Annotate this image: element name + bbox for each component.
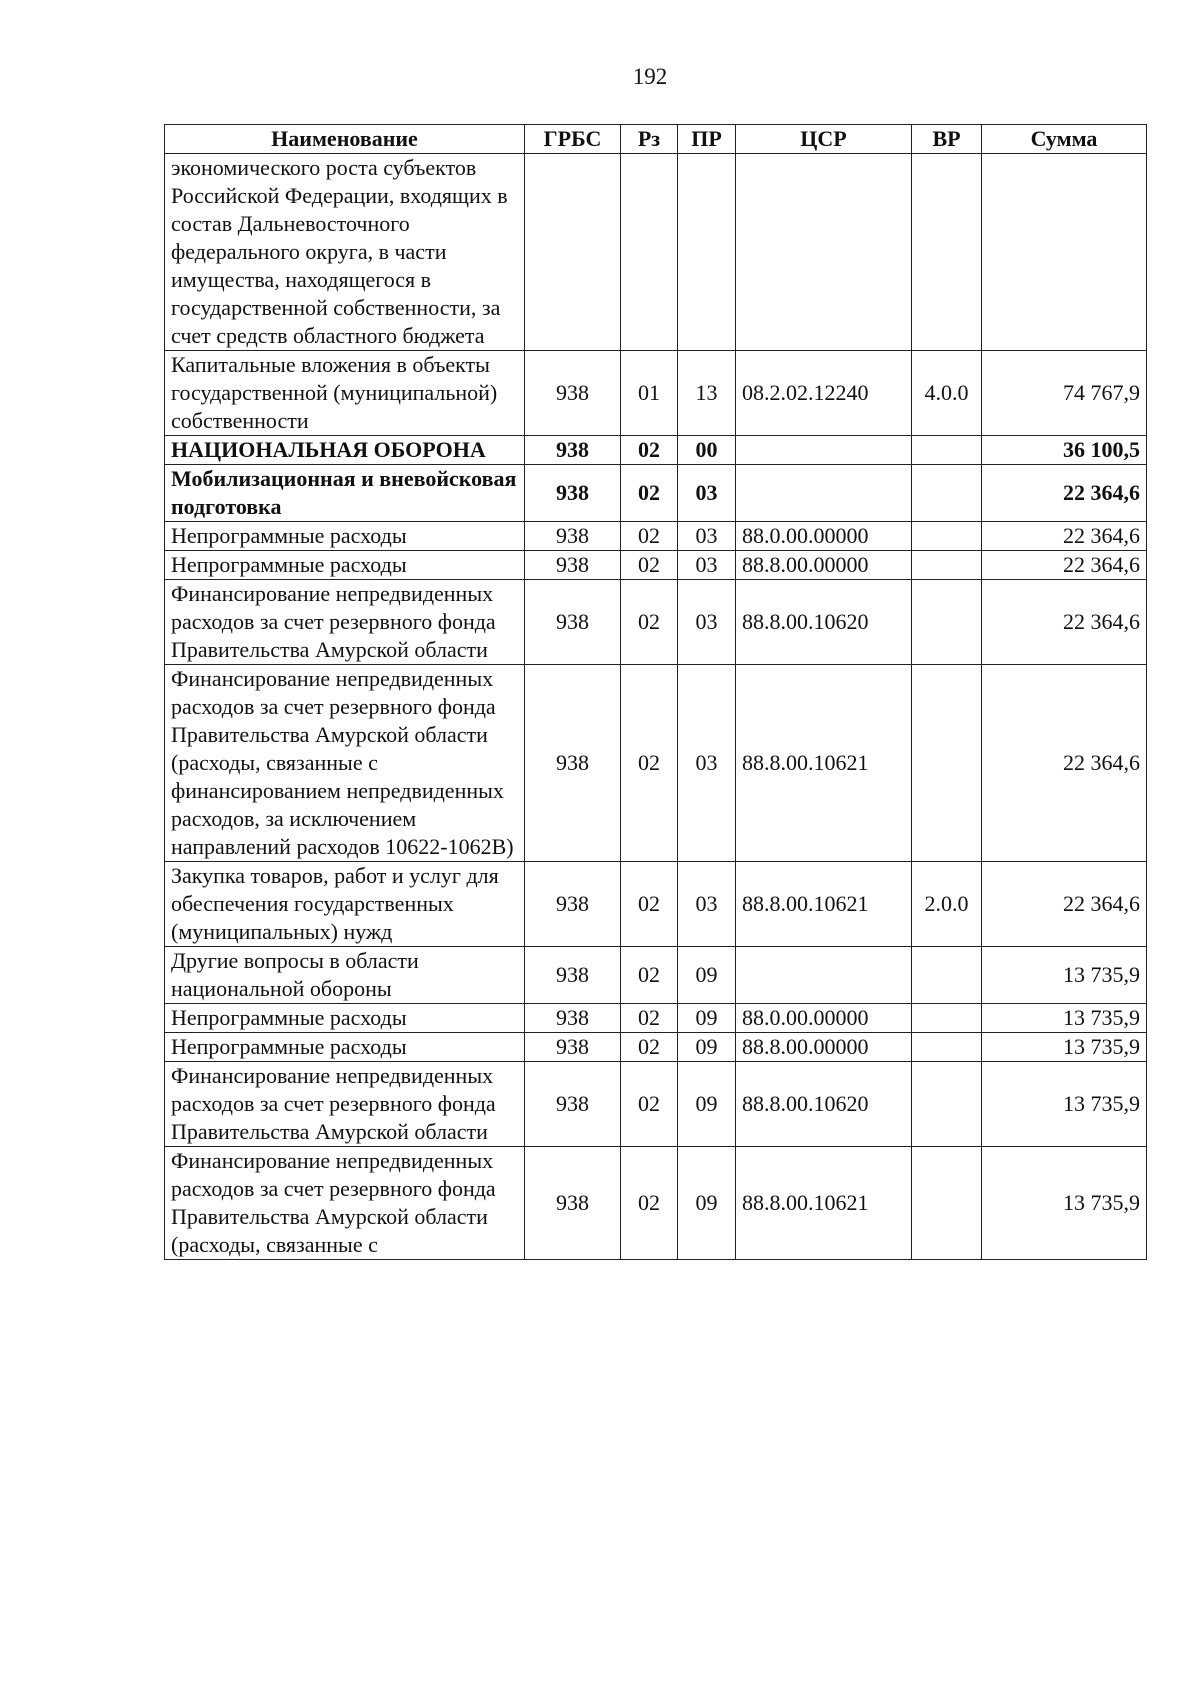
cell-sum: 22 364,6 <box>982 465 1147 522</box>
cell-name: Непрограммные расходы <box>165 1004 525 1033</box>
header-pr: ПР <box>678 125 736 154</box>
cell-pr: 03 <box>678 665 736 862</box>
cell-grbs: 938 <box>525 351 621 436</box>
cell-grbs: 938 <box>525 522 621 551</box>
cell-csr: 88.8.00.10620 <box>736 1062 912 1147</box>
cell-rz: 02 <box>621 1147 678 1260</box>
header-vr: ВР <box>912 125 982 154</box>
cell-pr: 03 <box>678 862 736 947</box>
cell-name: Финансирование непредвиденных расходов за счет резервного фонда Правительства Амурской области <box>165 580 525 665</box>
cell-pr: 09 <box>678 1147 736 1260</box>
cell-pr: 00 <box>678 436 736 465</box>
cell-rz: 02 <box>621 551 678 580</box>
cell-sum: 13 735,9 <box>982 1004 1147 1033</box>
cell-vr <box>912 947 982 1004</box>
table-row <box>165 1062 1147 1147</box>
cell-pr: 09 <box>678 947 736 1004</box>
cell-vr: 2.0.0 <box>912 862 982 947</box>
cell-name: Финансирование непредвиденных расходов за счет резервного фонда Правительства Амурской области (расходы, связанные с финансированием непредвиденных расходов, за исключением направлений расходов 10622-1062В) <box>165 665 525 862</box>
page-number: 192 <box>632 64 668 89</box>
cell-csr: 88.8.00.00000 <box>736 551 912 580</box>
cell-rz: 02 <box>621 580 678 665</box>
cell-name: Финансирование непредвиденных расходов за счет резервного фонда Правительства Амурской области <box>165 1062 525 1147</box>
cell-grbs: 938 <box>525 436 621 465</box>
cell-vr <box>912 154 982 351</box>
cell-vr: 4.0.0 <box>912 351 982 436</box>
cell-name: Финансирование непредвиденных расходов за счет резервного фонда Правительства Амурской области (расходы, связанные с <box>165 1147 525 1260</box>
cell-name: Другие вопросы в области национальной обороны <box>165 947 525 1004</box>
cell-rz: 02 <box>621 1004 678 1033</box>
cell-csr <box>736 465 912 522</box>
cell-csr: 08.2.02.12240 <box>736 351 912 436</box>
cell-name: НАЦИОНАЛЬНАЯ ОБОРОНА <box>165 436 525 465</box>
cell-vr <box>912 1062 982 1147</box>
table-row <box>165 1033 1147 1062</box>
cell-pr: 03 <box>678 522 736 551</box>
table-row <box>165 351 1147 436</box>
cell-csr: 88.0.00.00000 <box>736 522 912 551</box>
cell-grbs: 938 <box>525 465 621 522</box>
cell-sum: 22 364,6 <box>982 580 1147 665</box>
cell-rz: 02 <box>621 522 678 551</box>
cell-name: Закупка товаров, работ и услуг для обеспечения государственных (муниципальных) нужд <box>165 862 525 947</box>
cell-rz: 02 <box>621 947 678 1004</box>
table-row <box>165 1004 1147 1033</box>
cell-vr <box>912 1147 982 1260</box>
cell-pr: 03 <box>678 551 736 580</box>
cell-csr <box>736 154 912 351</box>
table-row <box>165 1147 1147 1260</box>
cell-vr <box>912 522 982 551</box>
cell-rz: 02 <box>621 862 678 947</box>
cell-name: Непрограммные расходы <box>165 551 525 580</box>
cell-name: Капитальные вложения в объекты государственной (муниципальной) собственности <box>165 351 525 436</box>
cell-pr: 09 <box>678 1033 736 1062</box>
cell-grbs: 938 <box>525 665 621 862</box>
cell-vr <box>912 1033 982 1062</box>
cell-name: Мобилизационная и вневойсковая подготовка <box>165 465 525 522</box>
cell-vr <box>912 551 982 580</box>
cell-grbs: 938 <box>525 1004 621 1033</box>
cell-sum: 13 735,9 <box>982 1033 1147 1062</box>
cell-csr: 88.8.00.10620 <box>736 580 912 665</box>
cell-csr <box>736 436 912 465</box>
cell-sum: 22 364,6 <box>982 522 1147 551</box>
cell-rz: 02 <box>621 436 678 465</box>
cell-csr: 88.8.00.10621 <box>736 665 912 862</box>
cell-rz: 02 <box>621 465 678 522</box>
cell-sum: 22 364,6 <box>982 862 1147 947</box>
cell-rz: 02 <box>621 665 678 862</box>
cell-rz <box>621 154 678 351</box>
header-rz: Рз <box>621 125 678 154</box>
cell-name: Непрограммные расходы <box>165 522 525 551</box>
header-grbs: ГРБС <box>525 125 621 154</box>
cell-sum: 74 767,9 <box>982 351 1147 436</box>
cell-csr: 88.8.00.10621 <box>736 862 912 947</box>
table-row <box>165 154 1147 351</box>
cell-grbs: 938 <box>525 1033 621 1062</box>
cell-pr: 13 <box>678 351 736 436</box>
cell-rz: 02 <box>621 1033 678 1062</box>
cell-vr <box>912 465 982 522</box>
cell-pr: 03 <box>678 580 736 665</box>
header-csr: ЦСР <box>736 125 912 154</box>
table-row <box>165 522 1147 551</box>
cell-sum: 22 364,6 <box>982 551 1147 580</box>
table-row <box>165 465 1147 522</box>
cell-name: экономического роста субъектов Российской Федерации, входящих в состав Дальневосточного федерального округа, в части имущества, находящегося в государственной собственности, за счет средств областного бюджета <box>165 154 525 351</box>
cell-sum <box>982 154 1147 351</box>
cell-rz: 02 <box>621 1062 678 1147</box>
table-row <box>165 862 1147 947</box>
cell-pr: 03 <box>678 465 736 522</box>
cell-rz: 01 <box>621 351 678 436</box>
cell-vr <box>912 436 982 465</box>
cell-pr: 09 <box>678 1062 736 1147</box>
table-row <box>165 551 1147 580</box>
cell-sum: 22 364,6 <box>982 665 1147 862</box>
table-row <box>165 947 1147 1004</box>
cell-vr <box>912 665 982 862</box>
cell-grbs: 938 <box>525 1147 621 1260</box>
cell-grbs <box>525 154 621 351</box>
cell-name: Непрограммные расходы <box>165 1033 525 1062</box>
table-row <box>165 580 1147 665</box>
table-body <box>165 154 1147 1260</box>
cell-sum: 36 100,5 <box>982 436 1147 465</box>
cell-csr: 88.8.00.10621 <box>736 1147 912 1260</box>
cell-csr: 88.8.00.00000 <box>736 1033 912 1062</box>
cell-vr <box>912 580 982 665</box>
cell-csr: 88.0.00.00000 <box>736 1004 912 1033</box>
cell-csr <box>736 947 912 1004</box>
cell-sum: 13 735,9 <box>982 1147 1147 1260</box>
cell-grbs: 938 <box>525 947 621 1004</box>
cell-grbs: 938 <box>525 1062 621 1147</box>
cell-grbs: 938 <box>525 580 621 665</box>
table-row <box>165 436 1147 465</box>
cell-vr <box>912 1004 982 1033</box>
cell-sum: 13 735,9 <box>982 947 1147 1004</box>
cell-pr: 09 <box>678 1004 736 1033</box>
cell-pr <box>678 154 736 351</box>
table-header-row <box>165 125 1147 154</box>
header-name: Наименование <box>165 125 525 154</box>
cell-grbs: 938 <box>525 551 621 580</box>
budget-table <box>164 124 1147 1260</box>
cell-grbs: 938 <box>525 862 621 947</box>
table-row <box>165 665 1147 862</box>
header-sum: Сумма <box>982 125 1147 154</box>
cell-sum: 13 735,9 <box>982 1062 1147 1147</box>
